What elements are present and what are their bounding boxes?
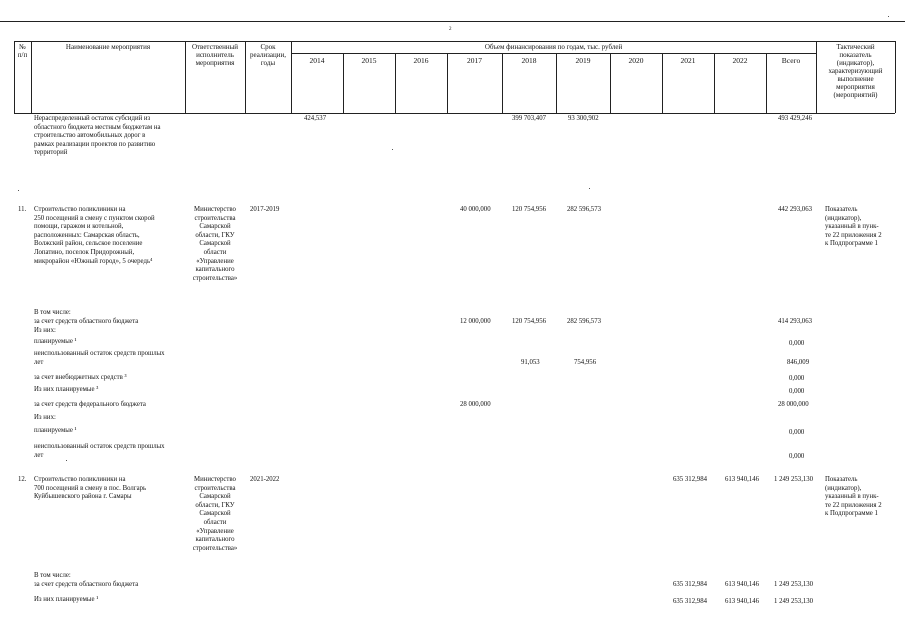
federal-of-which-label: Из них: xyxy=(34,414,56,421)
including-label: В том числе: xyxy=(34,309,71,316)
unused-balance-label: неиспользованный остаток средств прошлых лет xyxy=(34,350,165,366)
scan-speck xyxy=(589,188,590,189)
regional-total: 414 293,063 xyxy=(778,318,812,325)
header-name: Наименование мероприятия xyxy=(65,43,151,51)
planned-total: 1 249 253,130 xyxy=(774,598,814,605)
value-2017: 40 000,000 xyxy=(460,206,491,213)
extrabudgetary-total: 0,000 xyxy=(789,375,805,382)
year-2017: 2017 xyxy=(467,56,482,65)
year-2020: 2020 xyxy=(628,56,644,65)
federal-2017: 28 000,000 xyxy=(460,401,491,408)
row-name: Строительство поликлиники на 700 посещений в смену в пос. Волгарь Куйбышевского района г. Самары xyxy=(34,476,147,501)
extrabudgetary-planned-total: 0,000 xyxy=(789,388,805,395)
row-executor: Министерство строительства Самарской области, ГКУ Самарской области «Управление капитального строительства» xyxy=(192,206,238,282)
scan-speck xyxy=(66,460,67,461)
year-2016: 2016 xyxy=(413,56,429,65)
regional-2021: 635 312,984 xyxy=(673,581,707,588)
year-2018: 2018 xyxy=(521,56,537,65)
federal-unused-total: 0,000 xyxy=(789,453,805,460)
year-2019: 2019 xyxy=(575,56,591,65)
value-2021: 635 312,984 xyxy=(673,476,707,483)
row-number: 11. xyxy=(18,206,27,213)
top-rule xyxy=(0,21,905,22)
header-executor: Ответственный исполнитель мероприятия xyxy=(191,43,239,67)
unused-2019: 754,956 xyxy=(574,359,597,366)
year-2014: 2014 xyxy=(309,56,325,65)
year-total: Всего xyxy=(781,56,801,65)
value-2022: 613 940,146 xyxy=(725,476,759,483)
federal-unused-label: неиспользованный остаток средств прошлых лет xyxy=(34,443,165,459)
planned-2021: 635 312,984 xyxy=(673,598,707,605)
scan-speck xyxy=(888,16,889,17)
regional-2019: 282 596,573 xyxy=(567,318,601,325)
value-2018: 399 703,407 xyxy=(512,115,546,122)
of-which-label: Из них: xyxy=(34,327,56,334)
regional-2017: 12 000,000 xyxy=(460,318,491,325)
extrabudgetary-label: за счет внебюджетных средств ³ xyxy=(34,374,127,381)
header-funding: Объем финансирования по годам, тыс. рублей xyxy=(484,43,623,51)
header-num: № п/п xyxy=(17,43,28,59)
regional-total: 1 249 253,130 xyxy=(774,581,814,588)
federal-budget-label: за счет средств федерального бюджета xyxy=(34,401,146,408)
federal-total: 28 000,000 xyxy=(778,401,809,408)
value-total: 493 429,246 xyxy=(778,115,812,122)
unused-2018: 91,053 xyxy=(521,359,540,366)
header-period: Срок реализации, годы xyxy=(250,43,286,67)
planned-total: 0,000 xyxy=(789,340,805,347)
header-indicator: Тактический показатель (индикатор), характеризующий выполнение мероприятия (мероприятий) xyxy=(828,43,883,99)
extrabudgetary-planned-label: Из них планируемые ³ xyxy=(34,386,99,393)
planned-label: планируемые ¹ xyxy=(34,338,77,345)
regional-budget-label: за счет средств областного бюджета xyxy=(34,318,139,325)
row-name: Нераспределенный остаток субсидий из областного бюджета местным бюджетам на строительство автомобильных дорог в рамках реализации проектов по развитию территорий xyxy=(34,115,161,157)
planned-label: Из них планируемые ¹ xyxy=(34,596,99,603)
value-2018: 120 754,956 xyxy=(512,206,546,213)
value-total: 442 293,063 xyxy=(778,206,812,213)
value-2019: 282 596,573 xyxy=(567,206,601,213)
including-label: В том числе: xyxy=(34,572,71,579)
year-2021: 2021 xyxy=(680,56,696,65)
row-period: 2017-2019 xyxy=(250,206,280,213)
row-number: 12. xyxy=(18,476,27,483)
value-2014: 424,537 xyxy=(304,115,327,122)
scan-speck xyxy=(18,190,19,191)
row-indicator: Показатель (индикатор), указанный в пунк- те 22 приложения 2 к Подпрограмме 1 xyxy=(825,476,882,518)
row-executor: Министерство строительства Самарской области, ГКУ Самарской области «Управление капитального строительства» xyxy=(192,476,238,552)
unused-total: 846,009 xyxy=(787,359,810,366)
regional-2018: 120 754,956 xyxy=(512,318,546,325)
row-name: Строительство поликлиники на 250 посещений в смену с пунктом скорой помощи, гаражом и котельной, расположенных: Самарская область, Волжский район, сельское поселение Лопатино, поселок Придорожный, микрорайон «Южный город», 5 очередь⁴ xyxy=(34,206,155,265)
planned-2022: 613 940,146 xyxy=(725,598,759,605)
scan-speck xyxy=(392,149,393,150)
row-period: 2021-2022 xyxy=(250,476,280,483)
federal-planned-total: 0,000 xyxy=(789,429,805,436)
value-total: 1 249 253,130 xyxy=(774,476,814,483)
year-2015: 2015 xyxy=(361,56,377,65)
page-mark: 2 xyxy=(449,27,452,32)
row-indicator: Показатель (индикатор), указанный в пунк- те 22 приложения 2 к Подпрограмме 1 xyxy=(825,206,882,248)
regional-budget-label: за счет средств областного бюджета xyxy=(34,581,139,588)
regional-2022: 613 940,146 xyxy=(725,581,759,588)
year-2022: 2022 xyxy=(732,56,748,65)
value-2019: 93 300,902 xyxy=(568,115,599,122)
federal-planned-label: планируемые ¹ xyxy=(34,427,77,434)
